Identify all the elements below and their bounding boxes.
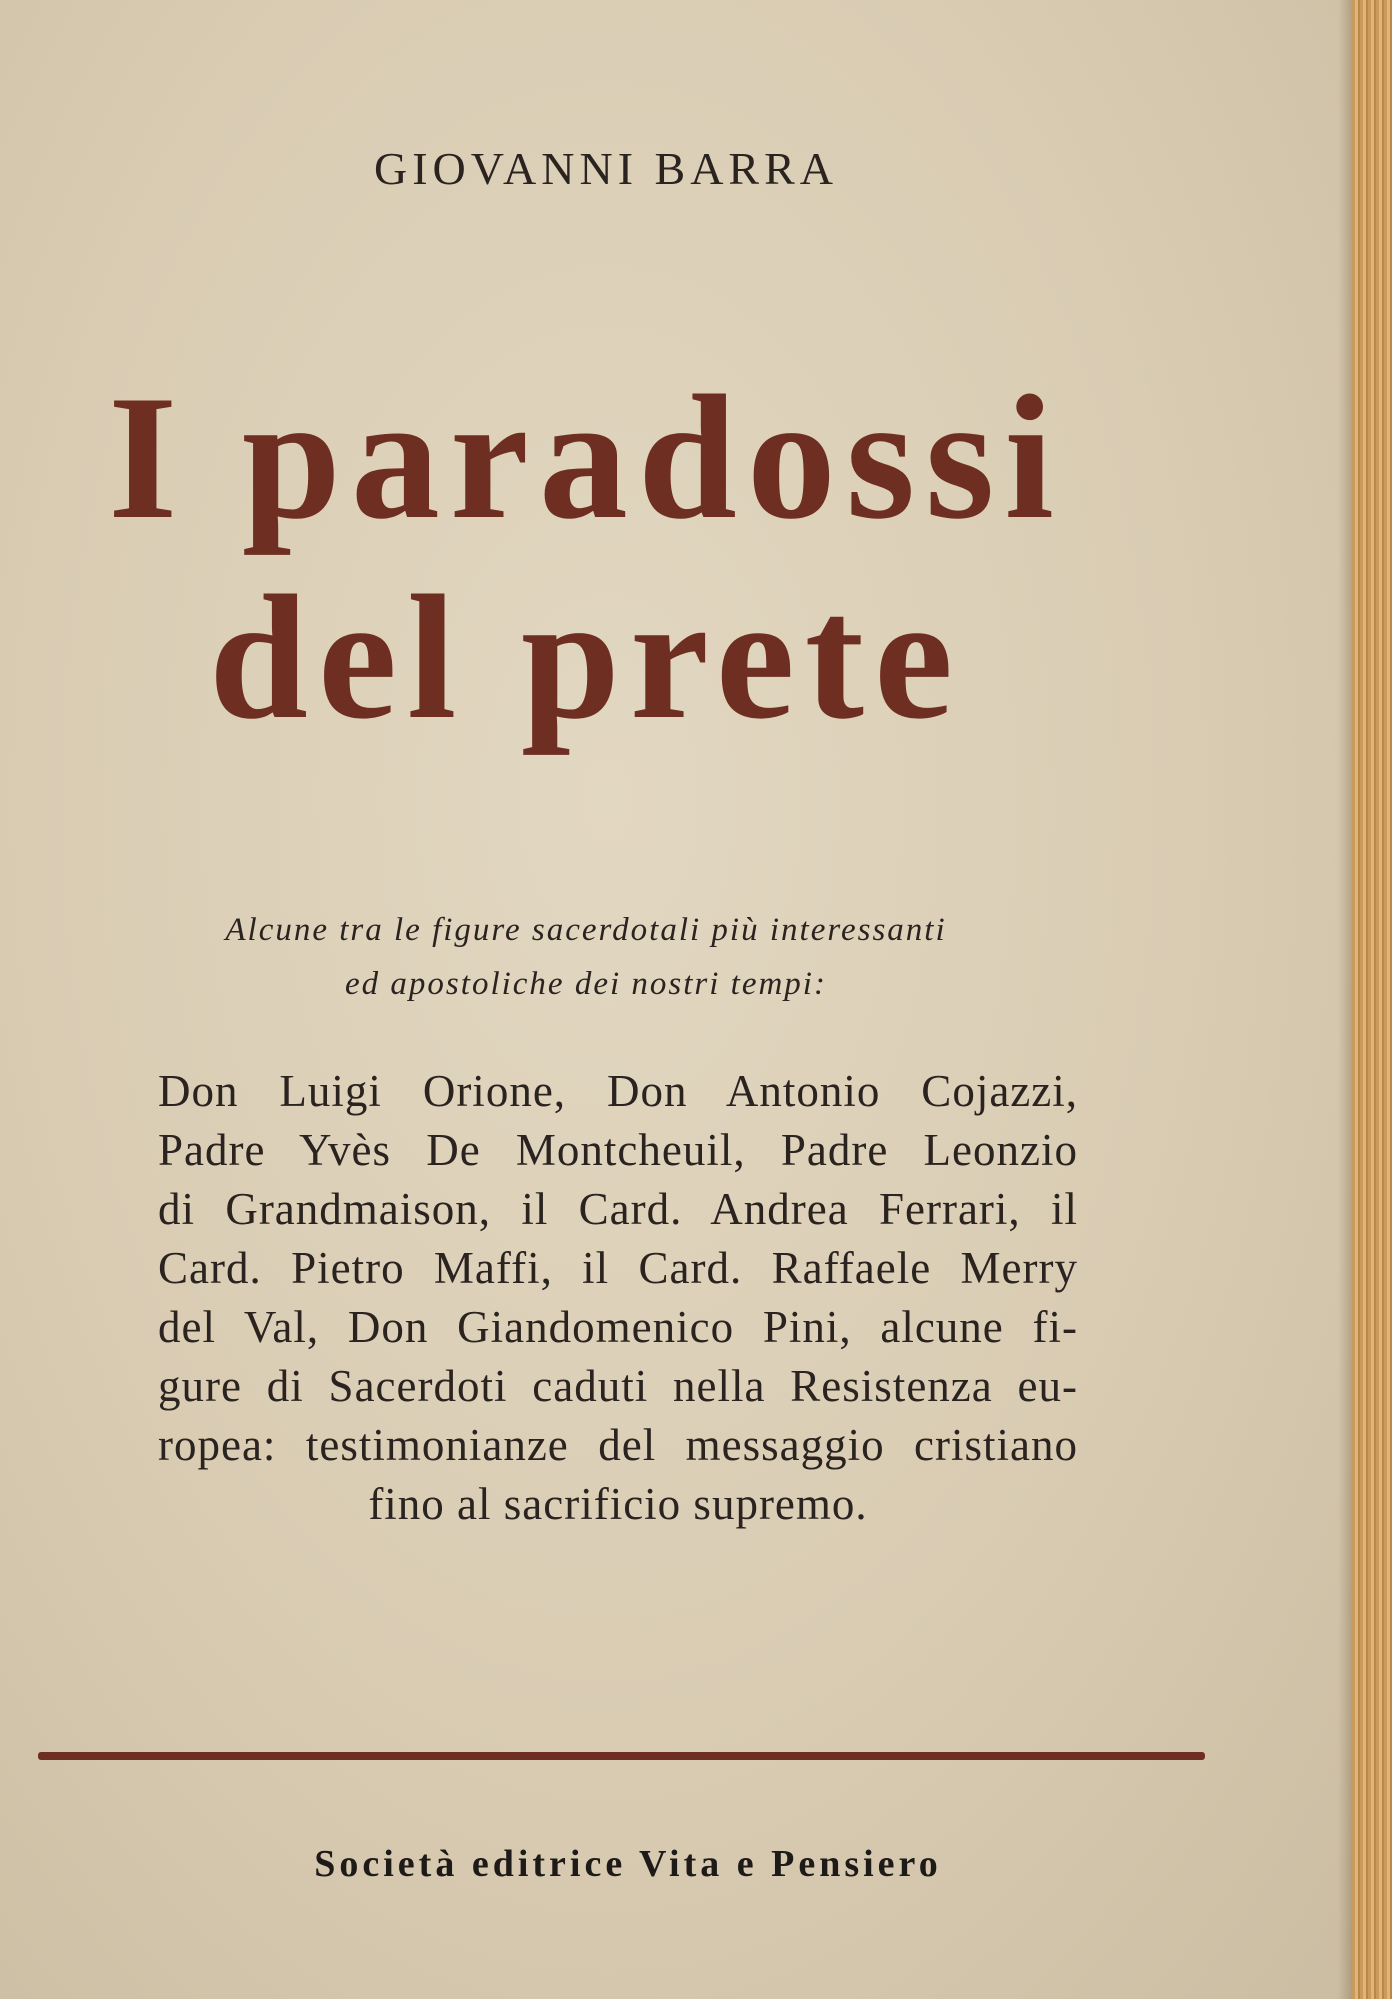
publisher: Società editrice Vita e Pensiero	[314, 1843, 942, 1885]
description-line: del Val, Don Giandomenico Pini, alcune fi-	[158, 1302, 1078, 1352]
description-line: fino al sacrificio supremo.	[368, 1479, 868, 1529]
title-line-1: I paradossi	[108, 358, 1064, 556]
description-line: Padre Yvès De Montcheuil, Padre Leonzio	[158, 1125, 1078, 1175]
author-name: GIOVANNI BARRA	[373, 143, 838, 194]
description-line: Card. Pietro Maffi, il Card. Raffaele Merry	[158, 1243, 1078, 1293]
description-line: ropea: testimonianze del messaggio cristiano	[158, 1420, 1078, 1470]
divider-rule	[38, 1752, 1205, 1760]
description-line: Don Luigi Orione, Don Antonio Cojazzi,	[158, 1066, 1078, 1116]
subtitle-line-2: ed apostoliche dei nostri tempi:	[345, 966, 827, 1002]
description-line: gure di Sacerdoti caduti nella Resistenza eu-	[158, 1361, 1078, 1411]
description-line: di Grandmaison, il Card. Andrea Ferrari, il	[158, 1184, 1078, 1234]
description	[158, 1062, 1078, 1534]
title-line-2: del prete	[208, 558, 964, 756]
cover-edge-shadow	[1338, 0, 1352, 1999]
subtitle-line-1: Alcune tra le figure sacerdotali più interessanti	[225, 912, 947, 948]
page-edges	[1352, 0, 1392, 1999]
